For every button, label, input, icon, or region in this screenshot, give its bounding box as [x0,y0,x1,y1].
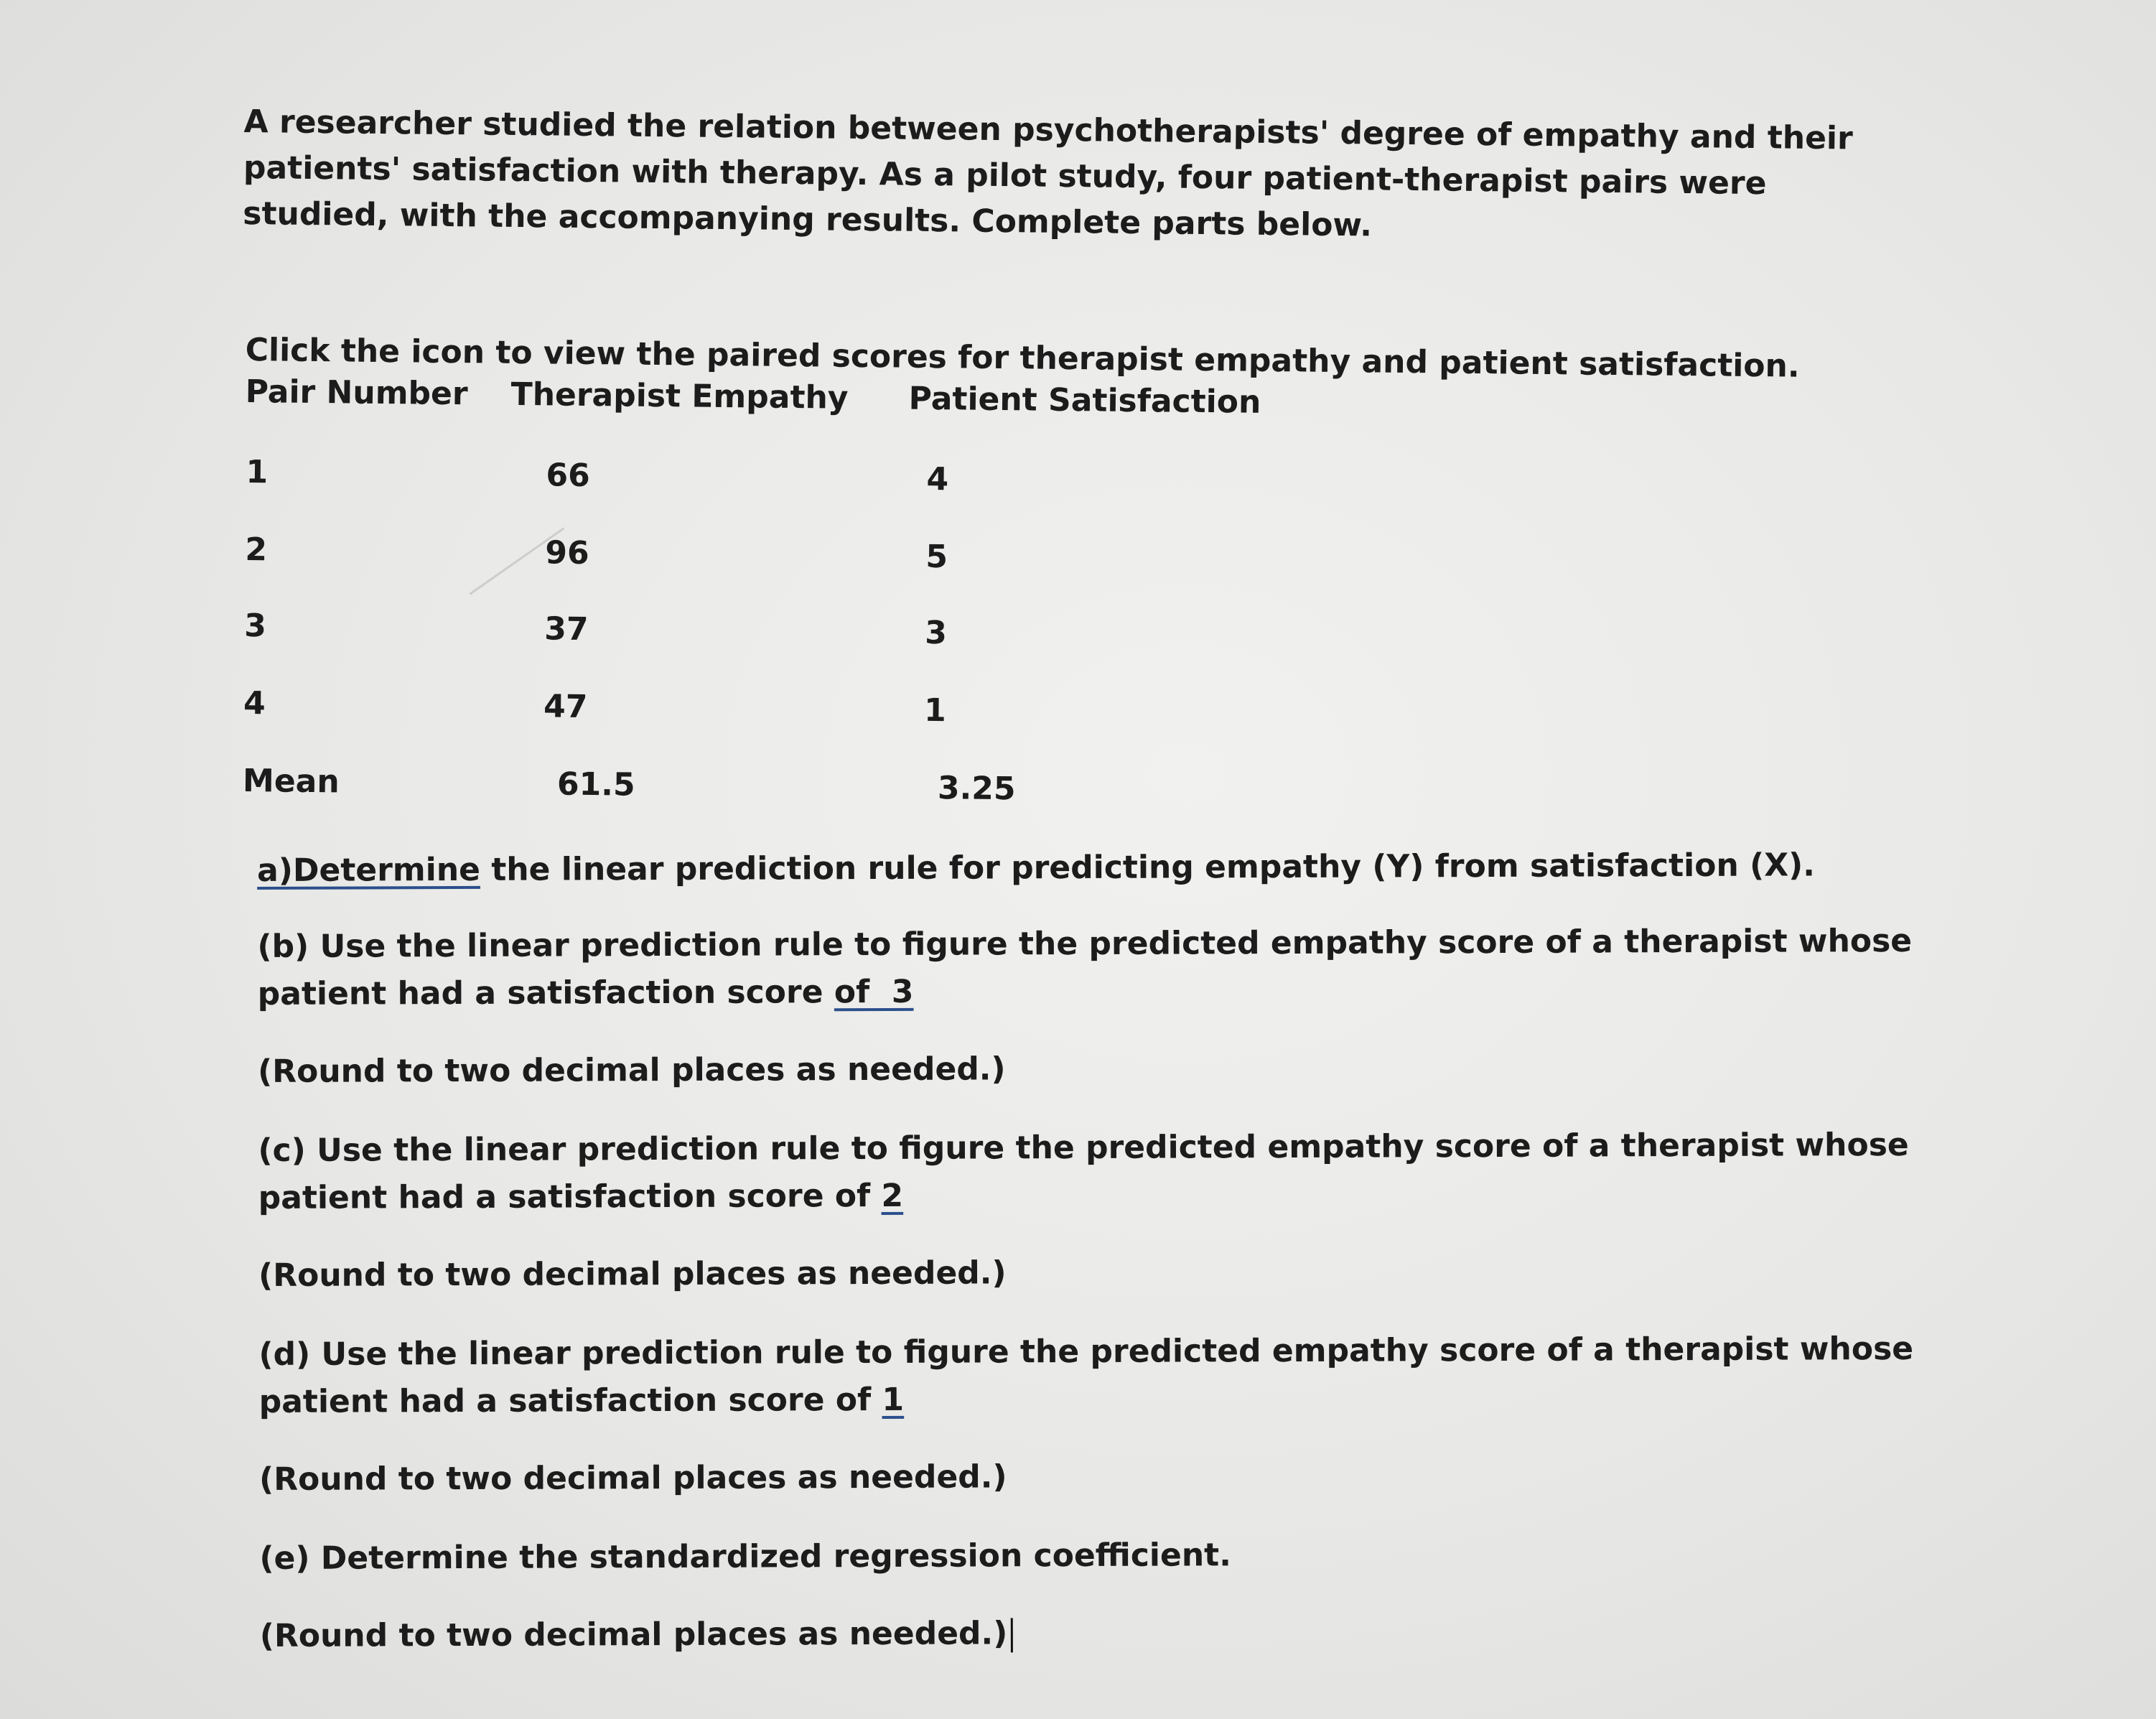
question-a-text: the linear prediction rule for predicting empathy (Y) from satisfaction (X). [480,847,1816,888]
table-cell: 96 [545,534,589,572]
question-c-rounding-note: (Round to two decimal places as needed.) [258,1254,1007,1294]
table-cell: 37 [544,610,589,648]
question-c-value-link[interactable]: 2 [881,1177,904,1214]
table-cell: 5 [925,538,948,576]
question-b-value-link[interactable]: of 3 [834,973,914,1011]
question-list [257,842,1933,1692]
mean-empathy: 61.5 [556,765,635,803]
table-cell: 66 [546,457,591,495]
table-cell: 2 [245,531,268,569]
table-cell: 1 [923,691,947,730]
question-d-value-link[interactable]: 1 [882,1381,905,1418]
question-e-rounding-note [260,1607,1933,1660]
question-b-rounding-note: (Round to two decimal places as needed.) [258,1050,1006,1090]
question-a [257,842,1930,895]
text-cursor [1010,1618,1012,1652]
table-cell: 4 [926,460,949,498]
mean-label: Mean [242,762,340,801]
question-d-rounding-note: (Round to two decimal places as needed.) [258,1458,1007,1498]
question-e-note-text: (Round to two decimal places as needed.) [259,1615,1008,1654]
table-cell: 3 [244,607,267,645]
question-b [257,918,1930,1018]
problem-intro: A researcher studied the relation between psychotherapists' degree of empathy and their patients' satisfaction with therapy. As a pilot study, four patient-therapist pairs were studied, with the accompanying results. Complete parts below. [243,103,1854,244]
paired-scores-table [241,373,1322,816]
question-b-text: (b) Use the linear prediction rule to figure the predicted empathy score of a therapist whose patient had a satisfaction score [257,922,1913,1012]
table-cell: 3 [925,614,948,652]
question-c [258,1122,1931,1222]
table-cell: 4 [243,684,266,722]
table-cell: 47 [543,688,588,726]
question-a-link[interactable]: a)Determine [257,851,481,889]
header-patient-satisfaction: Patient Satisfaction [908,380,1261,421]
question-e: (e) Determine the standardized regression coefficient. [259,1537,1231,1577]
mean-satisfaction: 3.25 [937,770,1016,808]
view-data-instruction[interactable]: Click the icon to view the paired scores for therapist empathy and patient satisfaction. [245,332,1800,385]
question-c-text: (c) Use the linear prediction rule to figure the predicted empathy score of a therapist whose patient had a satisfaction score of [258,1126,1909,1216]
header-therapist-empathy: Therapist Empathy [510,376,849,416]
question-d [258,1326,1931,1426]
table-cell: 1 [246,454,269,491]
header-pair-number: Pair Number [245,373,468,413]
question-d-text: (d) Use the linear prediction rule to figure the predicted empathy score of a therapist whose patient had a satisfaction score of [258,1330,1914,1420]
